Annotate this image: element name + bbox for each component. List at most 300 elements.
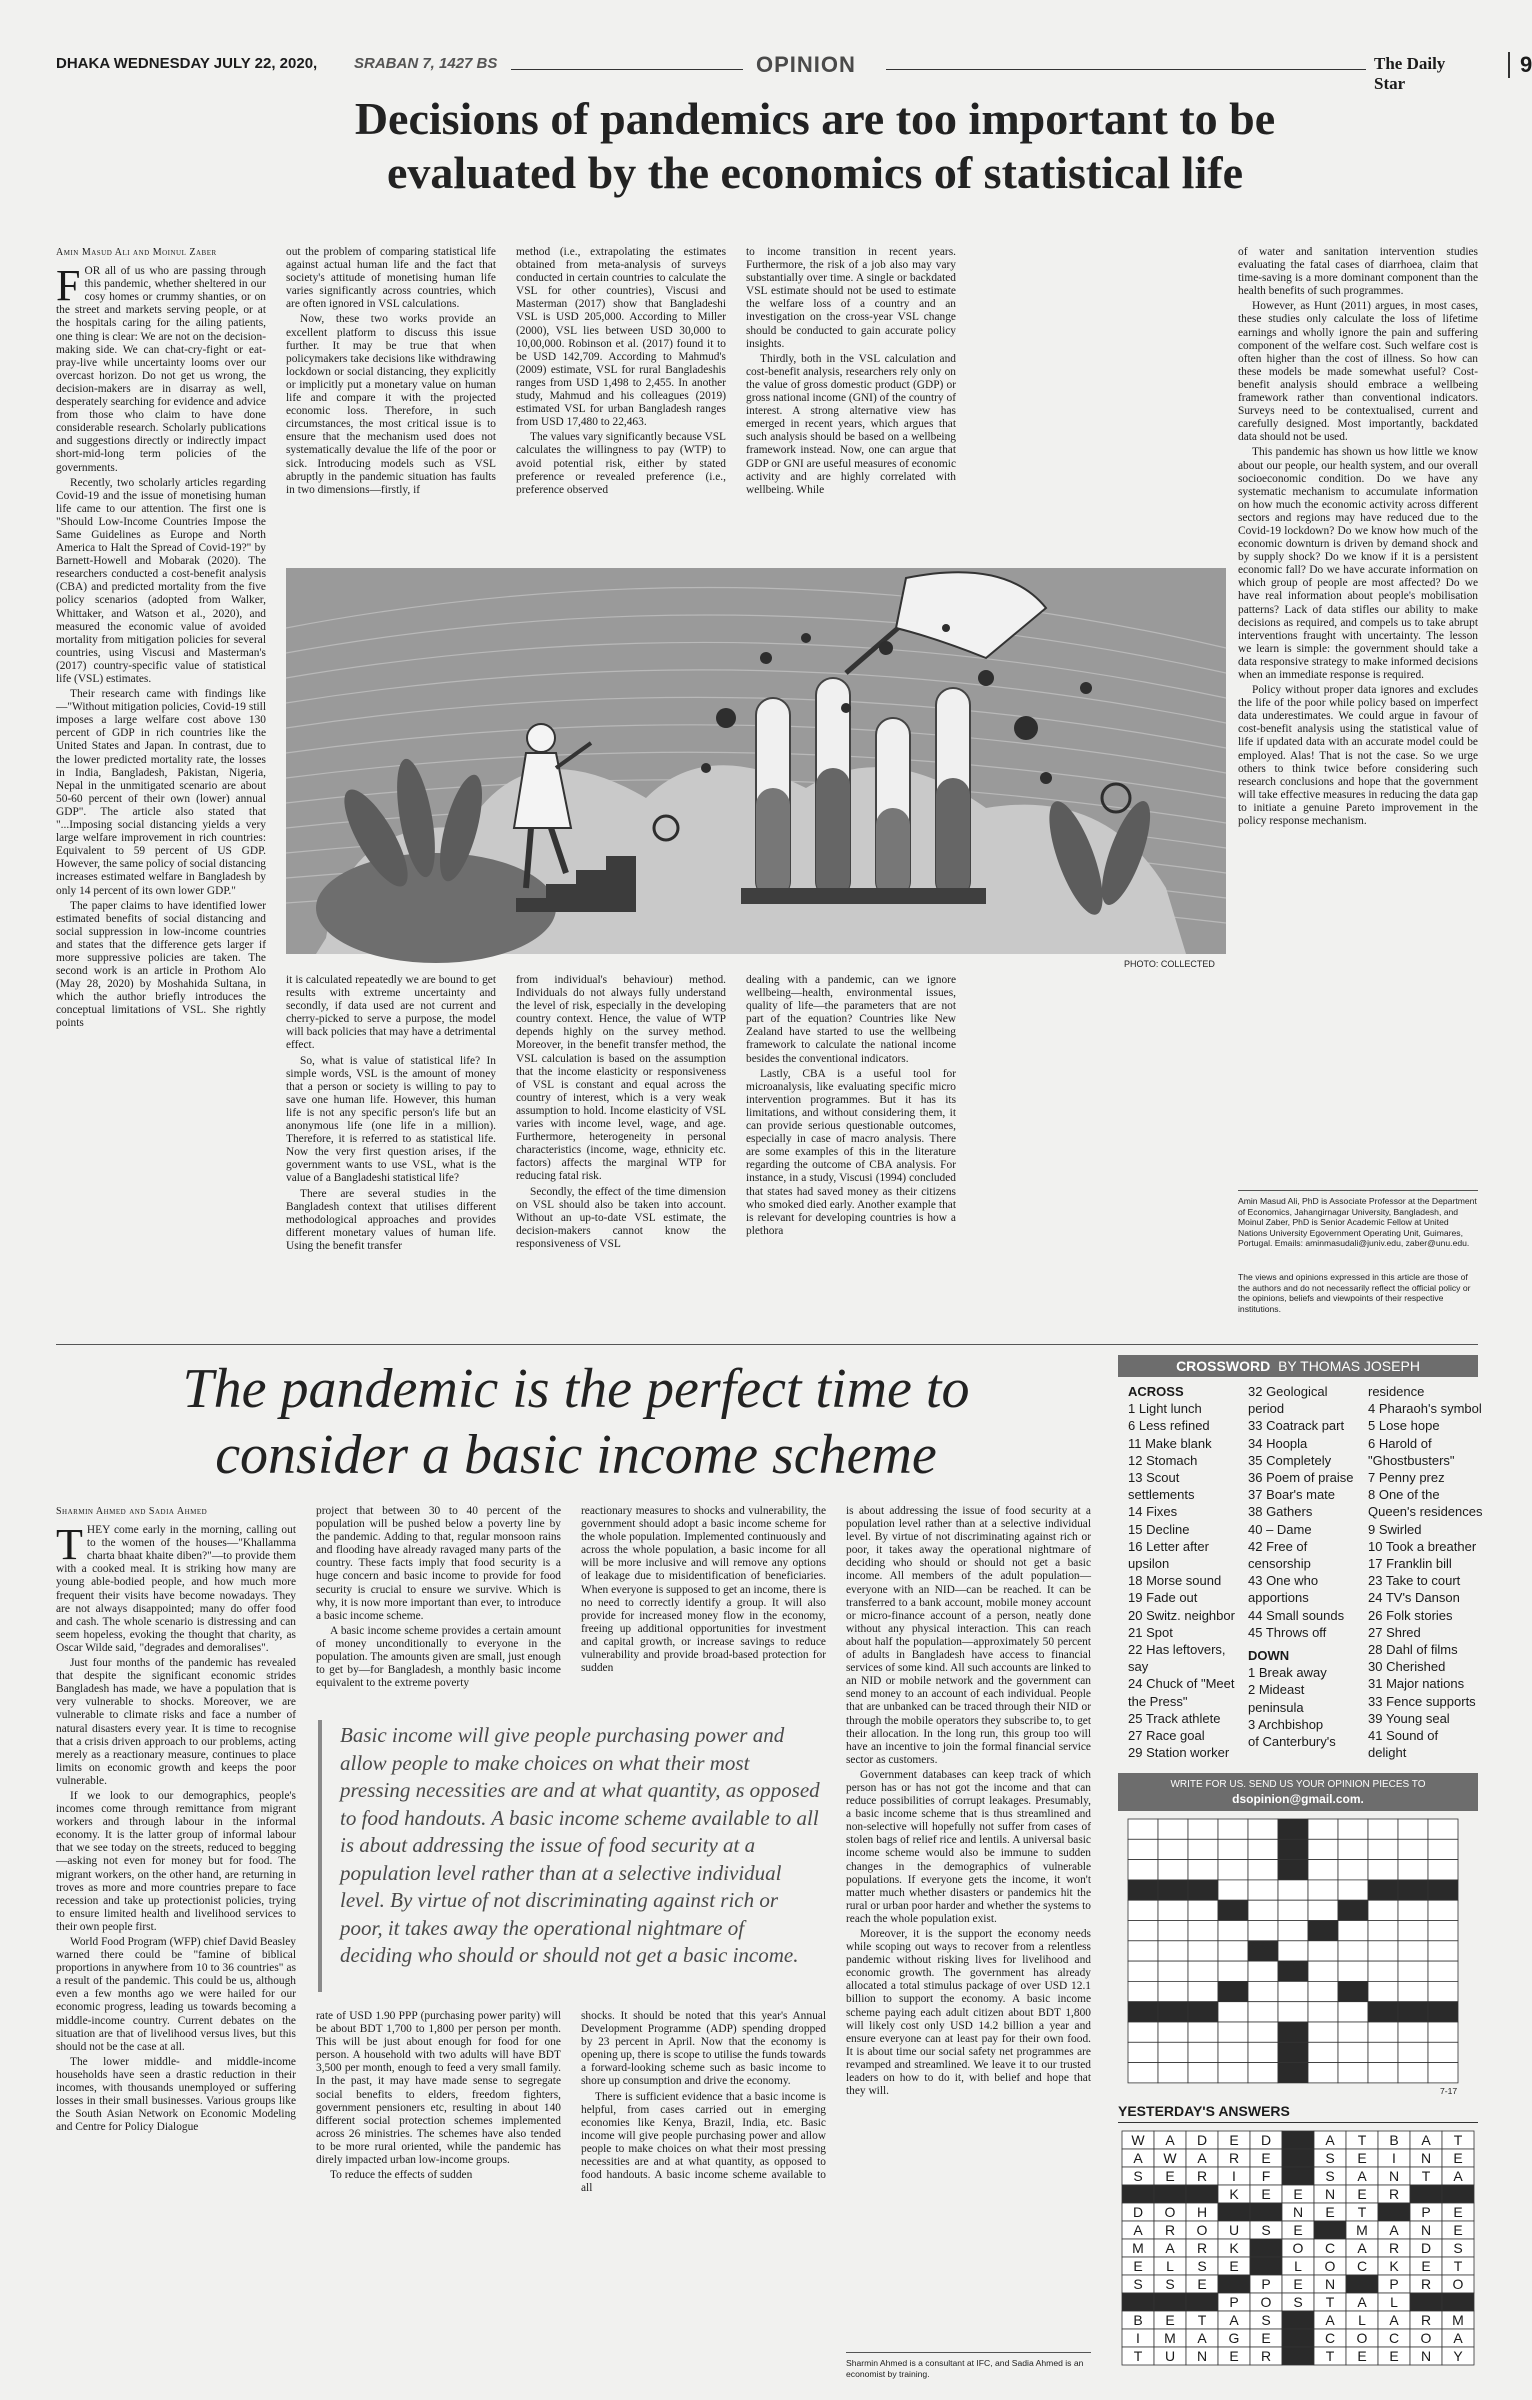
answer-letter: E bbox=[1453, 2150, 1463, 2166]
answer-letter: E bbox=[1261, 2330, 1271, 2346]
lab-illustration-svg bbox=[286, 568, 1226, 954]
crossword-cell bbox=[1248, 1860, 1278, 1880]
answer-cell bbox=[1250, 2257, 1282, 2275]
crossword-grid bbox=[1128, 1819, 1458, 2083]
crossword-clue: 34 Hoopla bbox=[1248, 1435, 1308, 1451]
crossword-cell bbox=[1308, 1819, 1338, 1839]
crossword-clue: 32 Geological bbox=[1248, 1384, 1328, 1399]
article2-headline-line1: The pandemic is the perfect time to bbox=[182, 1358, 970, 1420]
paper-logo: The Daily Star bbox=[1374, 54, 1446, 93]
answer-letter: W bbox=[1131, 2132, 1145, 2148]
crossword-cell bbox=[1428, 2022, 1458, 2042]
crossword-cell bbox=[1218, 2042, 1248, 2062]
crossword-clue: 42 Free of bbox=[1248, 1538, 1308, 1554]
article2-col2-bottom bbox=[316, 2010, 561, 2380]
answer-letter: A bbox=[1197, 2150, 1207, 2166]
crossword-cell bbox=[1218, 1981, 1248, 2001]
answer-letter: U bbox=[1164, 2348, 1176, 2364]
answer-letter: E bbox=[1197, 2276, 1207, 2292]
answer-letter: R bbox=[1388, 2186, 1400, 2202]
answer-letter: M bbox=[1356, 2222, 1368, 2238]
article1-illustration bbox=[286, 568, 1226, 954]
answer-letter: N bbox=[1420, 2348, 1432, 2364]
crossword-cell bbox=[1308, 1941, 1338, 1961]
crossword-clue: peninsula bbox=[1248, 1699, 1304, 1715]
answer-cell bbox=[1218, 2275, 1250, 2293]
crossword-cell bbox=[1218, 1839, 1248, 1859]
article2-headline-line2: consider a basic income scheme bbox=[215, 1424, 937, 1486]
crossword-cell bbox=[1248, 1839, 1278, 1859]
answer-letter: E bbox=[1229, 2348, 1239, 2364]
crossword-cell bbox=[1278, 1900, 1308, 1920]
answer-cell bbox=[1282, 2347, 1314, 2365]
crossword-cell bbox=[1398, 1819, 1428, 1839]
masthead-date: DHAKA WEDNESDAY JULY 22, 2020, bbox=[56, 55, 318, 72]
answer-letter: E bbox=[1357, 2186, 1367, 2202]
crossword-clue: delight bbox=[1368, 1745, 1407, 1761]
article2-col4-para: is about addressing the issue of food security at a population level rather than at a selective individual level. By virtue of not discriminating against rich or poor, it takes away the operational nightmare of deciding who should or should not get a basic income. All members of the adult population—everyone with an NID—can be reached. It can be transferred to a bank account, mobile money account or micro-finance account of a person, neatly done without any physical interaction. This can reach about half the population—approximately 50 percent of adults in Bangladesh have access to financial services of some kind. All such accounts are linked to an NID or mobile network and the government can send money to an account of each individual. People that are unbanked can be traced through their NID or through the mobile operators they subscribe to, to get their allocation. In the long run, this group too will have an incentive to join the formal financial service sector as customers. bbox=[846, 1505, 1091, 1766]
crossword-cell bbox=[1128, 1941, 1158, 1961]
crossword-cell bbox=[1248, 1900, 1278, 1920]
crossword-cell bbox=[1308, 1880, 1338, 1900]
answer-letter: A bbox=[1389, 2312, 1399, 2328]
answer-letter: I bbox=[1136, 2330, 1140, 2346]
crossword-cell bbox=[1338, 2063, 1368, 2083]
answer-letter: A bbox=[1325, 2312, 1335, 2328]
article1-col1-para: Their research came with findings like—"Without mitigation policies, Covid-19 still imposes a large welfare cost above 130 percent of GDP in rich countries like the United States and Japan. In contrast, due to the lower predicted mortality rate, the losses in India, Bangladesh, Pakistan, Nigeria, Nepal in the unmitigated scenario are about 50-60 percent of their own (lower) annual GDP". The article also stated that "...Imposing social distancing yields a very large welfare improvement in rich countries: Equivalent to 59 percent of US GDP. However, the same policy of social distancing increases estimated welfare in Bangladesh by only 14 percent of its own lower GDP." bbox=[56, 688, 266, 897]
answer-letter: N bbox=[1420, 2222, 1432, 2238]
crossword-clue: 11 Make blank bbox=[1128, 1435, 1212, 1451]
answer-cell bbox=[1250, 2203, 1282, 2221]
crossword-cell bbox=[1158, 2063, 1188, 2083]
crossword-cell bbox=[1218, 1900, 1248, 1920]
crossword-cell bbox=[1428, 1839, 1458, 1859]
article1-col4-para: to income transition in recent years. Furthermore, the risk of a job also may vary substantially over time. A single or backdated VSL estimate should not be used to estimate the welfare loss of a country and an investigation on the cross-year VSL change should be conducted to gain accurate policy insights. bbox=[746, 246, 956, 350]
crossword-clue: 39 Young seal bbox=[1368, 1710, 1450, 1726]
down-clues-list bbox=[1248, 1664, 1366, 1750]
crossword-header bbox=[1118, 1355, 1478, 1377]
answer-letter: S bbox=[1197, 2258, 1207, 2274]
answer-letter: A bbox=[1389, 2222, 1399, 2238]
answer-letter: S bbox=[1453, 2240, 1463, 2256]
answer-cell bbox=[1282, 2131, 1314, 2149]
article1-col4-para: Thirdly, both in the VSL calculation and cost-benefit analysis, researchers rely only on the value of gross domestic product (GDP) or gross national income (GNI) of the country of interest. A strong alternative view has emerged in recent years, which argues that such analysis should be based on a wellbeing framework instead. Now, one can argue that GDP or GNI are useful measures of economic activity and are highly correlated with wellbeing. While bbox=[746, 352, 956, 496]
answer-cell bbox=[1378, 2203, 1410, 2221]
answer-letter: S bbox=[1325, 2150, 1335, 2166]
crossword-cell bbox=[1398, 1860, 1428, 1880]
article1-col4-top bbox=[746, 246, 956, 558]
answer-letter: D bbox=[1196, 2132, 1208, 2148]
answer-cell bbox=[1282, 2329, 1314, 2347]
crossword-clue: 27 Shred bbox=[1368, 1624, 1421, 1640]
crossword-cell bbox=[1368, 1880, 1398, 1900]
pullquote: Basic income will give people purchasing power and allow people to make choices on what their most pressing necessities are and at what quantity, as opposed to food handouts. A basic income scheme available to all is about addressing the issue of food security at a population level rather than at a selective individual level. By virtue of not discriminating against rich or poor, it takes away the operational nightmare of deciding who should or should not get a basic income. bbox=[340, 1723, 820, 1967]
crossword-clue: 43 One who bbox=[1248, 1573, 1319, 1589]
crossword-clue: 20 Switz. neighbor bbox=[1128, 1607, 1235, 1623]
crossword-clue: period bbox=[1248, 1401, 1285, 1417]
answer-letter: A bbox=[1165, 2240, 1175, 2256]
crossword-cell bbox=[1278, 1961, 1308, 1981]
article2-col2-top bbox=[316, 1505, 561, 1705]
crossword-clue: settlements bbox=[1128, 1487, 1195, 1503]
answer-letter: A bbox=[1453, 2330, 1463, 2346]
crossword-cell bbox=[1248, 1961, 1278, 1981]
answer-letter: D bbox=[1420, 2240, 1432, 2256]
crossword-clues-col3 bbox=[1368, 1383, 1483, 1761]
answer-letter: W bbox=[1163, 2150, 1177, 2166]
crossword-clue: 41 Sound of bbox=[1368, 1728, 1439, 1744]
crossword-clue: 15 Decline bbox=[1128, 1521, 1190, 1537]
crossword-cell bbox=[1398, 1961, 1428, 1981]
answer-letter: E bbox=[1357, 2150, 1367, 2166]
answer-letter: O bbox=[1164, 2204, 1176, 2220]
answer-cell bbox=[1442, 2293, 1474, 2311]
answer-letter: N bbox=[1324, 2276, 1336, 2292]
crossword-cell bbox=[1248, 2063, 1278, 2083]
answer-letter: C bbox=[1324, 2330, 1336, 2346]
article2-col3-para: shocks. It should be noted that this year's Annual Development Programme (ADP) spending dropped by 23 percent in April. Now that the economy is opening up, there is scope to utilise the funds towards a forward-looking scheme such as basic income to shore up consumption and drive the economy. bbox=[581, 2010, 826, 2088]
answer-letter: E bbox=[1229, 2258, 1239, 2274]
answer-letter: A bbox=[1357, 2294, 1367, 2310]
answer-letter: B bbox=[1133, 2312, 1143, 2328]
answer-letter: C bbox=[1356, 2258, 1368, 2274]
down-clues-list-2 bbox=[1368, 1383, 1483, 1761]
crossword-cell bbox=[1218, 2002, 1248, 2022]
crossword-clue: 1 Break away bbox=[1248, 1665, 1327, 1681]
answer-letter: R bbox=[1228, 2150, 1240, 2166]
article2-col3-para: reactionary measures to shocks and vulnerability, the government should adopt a basic income scheme for the whole population. Implemented continuously and across the whole population, a basic income for all will be more inclusive and will remove any options of leakage due to misidentification of beneficiaries. When everyone is supposed to get an income, there is no need to correctly identify a group. It will also provide for increased money flow in the economy, freeing up additional opportunities for investment and capital growth, or increase savings to reduce vulnerability and provide broad-based protection for sudden bbox=[581, 1505, 826, 1675]
crossword-cell bbox=[1398, 1900, 1428, 1920]
crossword-cell bbox=[1338, 1860, 1368, 1880]
answer-letter: P bbox=[1421, 2204, 1431, 2220]
answer-cell bbox=[1186, 2293, 1218, 2311]
article2-col2-para: rate of USD 1.90 PPP (purchasing power parity) will be about BDT 1,700 to 1,800 per person per month. This will be just about enough for food for one person. A household with two adults will have BDT 3,500 per month, enough to feed a very small family. In the past, it may have made sense to segregate social benefits to elders, freedom fighters, government pensioners etc, resulting in about 140 different social protection schemes implemented across 26 ministries. The schemes have also tended to be more rural oriented, while the pandemic has direly impacted urban low-income groups. bbox=[316, 2010, 561, 2167]
crossword-grid-svg bbox=[1128, 1819, 1458, 2083]
crossword-cell bbox=[1188, 1900, 1218, 1920]
crossword-cell bbox=[1338, 2022, 1368, 2042]
answer-letter: E bbox=[1293, 2186, 1303, 2202]
article1-col3-para: from individual's behaviour) method. Individuals do not always fully understand the level of risk, especially in the developing country context. Hence, the value of WTP depends highly on the survey method. Moreover, in the benefit transfer method, the VSL calculation is based on the assumption that the income elasticity or responsiveness of VSL is constant and equal across the country of interest, which is a very weak assumption to hold. Income elasticity of VSL varies with income level, wage, and age. Furthermore, heterogeneity in personal characteristics (income, wage, ethnicity etc. factors) affects the marginal WTP for reducing fatal risk. bbox=[516, 974, 726, 1183]
answer-letter: A bbox=[1325, 2132, 1335, 2148]
write-for-us-banner bbox=[1118, 1773, 1478, 1811]
answer-letter: A bbox=[1133, 2150, 1143, 2166]
crossword-cell bbox=[1368, 2063, 1398, 2083]
answer-letter: O bbox=[1292, 2240, 1304, 2256]
article1-col4-para: dealing with a pandemic, can we ignore wellbeing—health, environmental issues, quality of life—the parameters that are not part of the equation? Countries like New Zealand have started to use the wellbeing framework to calculate the national income besides the conventional indicators. bbox=[746, 974, 956, 1065]
article1-dropcap: F bbox=[56, 261, 81, 311]
article1-col5-para: Policy without proper data ignores and excludes the life of the poor while policy based on imperfect data underestimates. We could argue in favour of cost-benefit analysis using the statistical value of life if updated data with an accurate model could be employed. Alas! That is not the case. So we urge others to think twice before considering such research conclusions and hope that the government will take effective measures in reducing the data gap to initiate a genuine Pareto improvement in the policy response mechanism. bbox=[1238, 684, 1478, 828]
crossword-clue: 24 TV's Danson bbox=[1368, 1590, 1460, 1606]
answer-letter: M bbox=[1452, 2312, 1464, 2328]
crossword-cell bbox=[1368, 1900, 1398, 1920]
article2-col3-top bbox=[581, 1505, 826, 1705]
answer-letter: K bbox=[1229, 2240, 1239, 2256]
crossword-cell bbox=[1428, 1981, 1458, 2001]
answer-letter: R bbox=[1196, 2168, 1208, 2184]
answer-letter: A bbox=[1357, 2168, 1367, 2184]
section-divider bbox=[56, 1344, 1478, 1345]
crossword-cell bbox=[1338, 1921, 1368, 1941]
crossword-clue: 5 Lose hope bbox=[1368, 1418, 1440, 1434]
crossword-cell bbox=[1308, 1961, 1338, 1981]
crossword-cell bbox=[1188, 1961, 1218, 1981]
answer-letter: N bbox=[1196, 2348, 1208, 2364]
crossword-cell bbox=[1368, 1921, 1398, 1941]
masthead bbox=[56, 52, 1532, 93]
answer-cell bbox=[1218, 2203, 1250, 2221]
crossword-clue: 14 Fixes bbox=[1128, 1504, 1178, 1520]
article1-col3-bottom bbox=[516, 974, 726, 1334]
article2-headline bbox=[56, 1356, 1096, 1488]
answer-letter: E bbox=[1229, 2132, 1239, 2148]
crossword-clue: 38 Gathers bbox=[1248, 1504, 1313, 1520]
answer-letter: T bbox=[1325, 2294, 1335, 2310]
crossword-cell bbox=[1218, 2022, 1248, 2042]
crossword-cell bbox=[1218, 1819, 1248, 1839]
crossword-cell bbox=[1338, 2042, 1368, 2062]
answer-letter: R bbox=[1420, 2276, 1432, 2292]
crossword-clue: 22 Has leftovers, bbox=[1128, 1642, 1226, 1658]
answer-cell bbox=[1282, 2311, 1314, 2329]
answer-letter: E bbox=[1421, 2258, 1431, 2274]
answer-letter: P bbox=[1261, 2276, 1271, 2292]
article1-col5-para: of water and sanitation intervention studies evaluating the fatal cases of diarrhoea, claim that time-saving is a more dominant component than the health benefits of such programmes. bbox=[1238, 246, 1478, 298]
article1-col3-para: method (i.e., extrapolating the estimates obtained from meta-analysis of surveys conducted in certain countries to calculate the VSL for other countries), Viscusi and Masterman (2017) show that Bangladeshi VSL is USD 205,000. According to Miller (2000), VSL lies between USD 30,000 to 10,00,000. Robinson et al. (2017) found it to be USD 142,709. According to Mahmud's (2009) estimate, VSL for rural Bangladeshis ranges from USD 1,498 to 2,455. In another study, Mahmud and his colleagues (2019) estimated VSL for urban Bangladesh ranges from USD 17,480 to 22,463. bbox=[516, 246, 726, 429]
crossword-clue: of Canterbury's bbox=[1248, 1734, 1336, 1750]
answer-letter: E bbox=[1453, 2204, 1463, 2220]
crossword-clue: 33 Fence supports bbox=[1368, 1693, 1476, 1709]
crossword-cell bbox=[1218, 1921, 1248, 1941]
crossword-clue: apportions bbox=[1248, 1590, 1309, 1606]
crossword-cell bbox=[1338, 1961, 1368, 1981]
crossword-clue: 12 Stomach bbox=[1128, 1452, 1198, 1468]
crossword-cell bbox=[1218, 1961, 1248, 1981]
answer-cell bbox=[1186, 2185, 1218, 2203]
crossword-cell bbox=[1128, 1839, 1158, 1859]
crossword-cell bbox=[1338, 1839, 1368, 1859]
answer-letter: K bbox=[1229, 2186, 1239, 2202]
crossword-cell bbox=[1398, 1941, 1428, 1961]
masthead-rule-left bbox=[511, 69, 743, 70]
article1-col2-para: it is calculated repeatedly we are bound to get results with extreme uncertainty and secondly, if data used are not current and cherry-picked to serve a purpose, the model will back policies that may have a detrimental effect. bbox=[286, 974, 496, 1052]
crossword-clue: 29 Station worker bbox=[1128, 1745, 1230, 1761]
crossword-cell bbox=[1188, 2042, 1218, 2062]
crossword-clue: 7 Penny prez bbox=[1368, 1470, 1445, 1486]
answers-grid-svg bbox=[1122, 2131, 1474, 2365]
answer-letter: A bbox=[1229, 2312, 1239, 2328]
article2-col1 bbox=[56, 1505, 296, 2380]
article2-col4-para: Government databases can keep track of which person has or has not got the income and that can reduce possibilities of corrupt leakages. Presumably, a basic income scheme that is thus streamlined and non-selective will hopefully not suffer from cases of stolen bags of relief rice and lentils. A universal basic income scheme would also be immune to sudden changes in the demographics of vulnerable populations. If everyone gets the income, it won't matter much whether disasters or pandemics hit the rural or urban poor harder and whether the systems to reach the whole population exist. bbox=[846, 1768, 1091, 1925]
answer-letter: E bbox=[1261, 2186, 1271, 2202]
crossword-cell bbox=[1158, 1880, 1188, 1900]
answer-letter: I bbox=[1232, 2168, 1236, 2184]
crossword-clue: 36 Poem of praise bbox=[1248, 1470, 1354, 1486]
crossword-cell bbox=[1428, 2063, 1458, 2083]
article1-headline-line1: Decisions of pandemics are too important to be bbox=[354, 93, 1276, 144]
crossword-cell bbox=[1368, 1961, 1398, 1981]
crossword-clues-col1 bbox=[1128, 1383, 1246, 1761]
crossword-cell bbox=[1368, 1941, 1398, 1961]
crossword-clue: 23 Take to court bbox=[1368, 1573, 1461, 1589]
answer-letter: P bbox=[1389, 2276, 1399, 2292]
crossword-cell bbox=[1338, 1941, 1368, 1961]
crossword-clue: 6 Harold of bbox=[1368, 1435, 1432, 1451]
crossword-cell bbox=[1188, 2002, 1218, 2022]
answer-letter: L bbox=[1294, 2258, 1302, 2274]
answer-letter: E bbox=[1389, 2348, 1399, 2364]
crossword-cell bbox=[1128, 2063, 1158, 2083]
crossword-cell bbox=[1368, 2002, 1398, 2022]
answer-letter: L bbox=[1166, 2258, 1174, 2274]
crossword-cell bbox=[1428, 2042, 1458, 2062]
crossword-clue: the Press" bbox=[1128, 1693, 1188, 1709]
answer-letter: Y bbox=[1453, 2348, 1463, 2364]
article1-byline: Amin Masud Ali and Moinul Zaber bbox=[56, 247, 217, 258]
crossword-clue: 10 Took a breather bbox=[1368, 1538, 1477, 1554]
answer-cell bbox=[1154, 2293, 1186, 2311]
crossword-cell bbox=[1428, 1860, 1458, 1880]
crossword-cell bbox=[1158, 2002, 1188, 2022]
article2-col1-para: World Food Program (WFP) chief David Beasley warned there could be "famine of biblical proportions in anywhere from 10 to 36 countries" as a result of the pandemic. This could be us, although even a few months ago we were hailed for our economic progress, leading us towards becoming a middle-income country. Current debates on the situation are that of livelihood versus lives, but this should not be the case at all. bbox=[56, 1936, 296, 2053]
crossword-cell bbox=[1218, 1860, 1248, 1880]
article1-disclaimer: The views and opinions expressed in this article are those of the authors and do not necessarily reflect the official policy or the opinions, beliefs and viewpoints of their respective institutions. bbox=[1238, 1272, 1471, 1314]
answer-letter: A bbox=[1421, 2132, 1431, 2148]
answer-letter: T bbox=[1325, 2348, 1335, 2364]
crossword-cell bbox=[1218, 1880, 1248, 1900]
crossword-cell bbox=[1278, 1839, 1308, 1859]
answer-letter: S bbox=[1133, 2276, 1143, 2292]
crossword-clue: Queen's residences bbox=[1368, 1504, 1483, 1520]
across-label: ACROSS bbox=[1128, 1384, 1184, 1399]
crossword-cell bbox=[1248, 1981, 1278, 2001]
answer-letter: U bbox=[1228, 2222, 1240, 2238]
crossword-cell bbox=[1128, 1961, 1158, 1981]
crossword-cell bbox=[1128, 2022, 1158, 2042]
article2-col3-para: There is sufficient evidence that a basic income is helpful, from cases carried out in emerging economies like Kenya, Brazil, India, etc. Basic income will give people purchasing power and allow people to make choices on what their most pressing necessities are and at what quantity, as opposed to food handouts. A basic income scheme available to all bbox=[581, 2090, 826, 2195]
answer-letter: S bbox=[1293, 2294, 1303, 2310]
answer-letter: E bbox=[1165, 2168, 1175, 2184]
crossword-cell bbox=[1248, 1941, 1278, 1961]
answer-cell bbox=[1346, 2275, 1378, 2293]
answer-letter: O bbox=[1356, 2330, 1368, 2346]
article1-col5-para: However, as Hunt (2011) argues, in most cases, these studies only calculate the loss of lifetime earnings and wholly ignore the pain and suffering component of the welfare cost. Such welfare cost is often higher than the cost of illness. So how can these models be made somewhat useful? Cost-benefit analysis should embrace a wellbeing framework rather than conventional indicators. Surveys need to be contextualised, current and carefully designed. Most importantly, backdated data should not be used. bbox=[1238, 300, 1478, 444]
article2-col2-para: A basic income scheme provides a certain amount of money unconditionally to everyone in the population. The amounts given are small, just enough to get by—for Bangladesh, a monthly basic income equivalent to the extreme poverty bbox=[316, 1624, 561, 1690]
article2-col1-para: HEY come early in the morning, calling out to the women of the houses—"Khallamma charta bhaat khaite diben?"—to provide them with a cooked meal. It is striking how many are young able-bodied people, and how much more frequent their visits have become nowadays. They are not always disappointed; many do offer food and cash. The whole scenario is distressing and can seem hopeless, evoking the thought that charity, as Oscar Wilde said, "degrades and demoralises". bbox=[56, 1524, 296, 1654]
crossword-clue: 37 Boar's mate bbox=[1248, 1487, 1336, 1503]
answer-letter: E bbox=[1357, 2348, 1367, 2364]
answer-letter: L bbox=[1358, 2312, 1366, 2328]
crossword-clue: 24 Chuck of "Meet bbox=[1128, 1676, 1235, 1692]
answer-letter: T bbox=[1133, 2348, 1143, 2364]
crossword-cell bbox=[1428, 1880, 1458, 1900]
answer-letter: N bbox=[1324, 2186, 1336, 2202]
article1-col2-bottom bbox=[286, 974, 496, 1334]
crossword-cell bbox=[1308, 1900, 1338, 1920]
crossword-cell bbox=[1278, 1860, 1308, 1880]
article1-col3-para: Secondly, the effect of the time dimension on VSL should also be taken into account. Without an up-to-date VSL estimate, the decision-makers cannot know the responsiveness of VSL bbox=[516, 1185, 726, 1250]
answer-letter: G bbox=[1228, 2330, 1240, 2346]
crossword-clue: 40 – Dame bbox=[1248, 1521, 1312, 1537]
crossword-cell bbox=[1368, 1839, 1398, 1859]
crossword-cell bbox=[1128, 1860, 1158, 1880]
crossword-cell bbox=[1248, 1880, 1278, 1900]
crossword-clue: 19 Fade out bbox=[1128, 1590, 1198, 1606]
crossword-cell bbox=[1338, 1819, 1368, 1839]
crossword-cell bbox=[1188, 1819, 1218, 1839]
answer-letter: N bbox=[1420, 2150, 1432, 2166]
answer-letter: P bbox=[1229, 2294, 1239, 2310]
crossword-clue: 13 Scout bbox=[1128, 1470, 1180, 1486]
answer-letter: E bbox=[1453, 2222, 1463, 2238]
crossword-clue: 6 Less refined bbox=[1128, 1418, 1210, 1434]
crossword-clue: 9 Swirled bbox=[1368, 1521, 1422, 1537]
crossword-cell bbox=[1188, 2063, 1218, 2083]
crossword-cell bbox=[1218, 2063, 1248, 2083]
crossword-cell bbox=[1188, 1880, 1218, 1900]
crossword-cell bbox=[1278, 2022, 1308, 2042]
crossword-cell bbox=[1308, 2063, 1338, 2083]
answer-letter: R bbox=[1196, 2240, 1208, 2256]
crossword-cell bbox=[1158, 1900, 1188, 1920]
article2-byline: Sharmin Ahmed and Sadia Ahmed bbox=[56, 1506, 208, 1517]
crossword-clue: 30 Cherished bbox=[1368, 1659, 1446, 1675]
article2-col4-para: Moreover, it is the support the economy needs while scoping out ways to recover from a relentless pandemic without risking lives for livelihood and economic growth. The government has already allocated a total stimulus package of over USD 12.1 billion to support the economy. A basic income scheme paying each adult citizen about BDT 1,800 will likely cost only USD 14.2 billion a year and ensure everyone can at least pay for their own food. It is about time our social safety net programmes are revamped and streamlined. We leave it to our trusted leaders on how to do it, with belief and hope that they will. bbox=[846, 1928, 1091, 2098]
answer-letter: A bbox=[1165, 2132, 1175, 2148]
crossword-cell bbox=[1188, 1981, 1218, 2001]
crossword-cell bbox=[1188, 1921, 1218, 1941]
crossword-clue: 27 Race goal bbox=[1128, 1728, 1205, 1744]
answer-cell bbox=[1282, 2149, 1314, 2167]
crossword-clue: censorship bbox=[1248, 1556, 1311, 1572]
crossword-clue: say bbox=[1128, 1659, 1149, 1675]
crossword-cell bbox=[1188, 1941, 1218, 1961]
answer-letter: M bbox=[1164, 2330, 1176, 2346]
crossword-cell bbox=[1368, 1860, 1398, 1880]
answer-letter: F bbox=[1261, 2168, 1271, 2184]
answer-letter: T bbox=[1197, 2312, 1207, 2328]
article2-author-note: Sharmin Ahmed is a consultant at IFC, and Sadia Ahmed is an economist by training. bbox=[846, 2358, 1084, 2379]
article1-headline bbox=[150, 92, 1480, 200]
crossword-cell bbox=[1338, 1900, 1368, 1920]
answer-letter: A bbox=[1197, 2330, 1207, 2346]
crossword-clue: 4 Pharaoh's symbol bbox=[1368, 1401, 1482, 1417]
crossword-cell bbox=[1128, 1900, 1158, 1920]
article1-col4-bottom bbox=[746, 974, 956, 1334]
crossword-cell bbox=[1278, 1921, 1308, 1941]
crossword-cell bbox=[1128, 2002, 1158, 2022]
answer-letter: N bbox=[1292, 2204, 1304, 2220]
crossword-panel bbox=[1118, 1355, 1483, 2380]
article1-col5 bbox=[1238, 246, 1478, 1186]
answer-letter: I bbox=[1392, 2150, 1396, 2166]
article1-col2-top bbox=[286, 246, 496, 558]
crossword-clue: 16 Letter after bbox=[1128, 1538, 1209, 1554]
author-note-divider bbox=[1238, 1190, 1478, 1191]
article2-col1-para: Just four months of the pandemic has revealed that despite the significant economic strides Bangladesh has made, we have a population that is very vulnerable to shocks. Moreover, we are vulnerable to climate risks and face a number of natural disasters every year. It is time to recognise that a crisis driven approach to our problems, acting merely as a reactionary measure, continues to place limits on economic growth and keeps the poor vulnerable. bbox=[56, 1657, 296, 1787]
crossword-cell bbox=[1248, 1819, 1278, 1839]
answer-letter: T bbox=[1421, 2168, 1431, 2184]
section-label: OPINION bbox=[756, 52, 856, 77]
answers-grid bbox=[1122, 2131, 1474, 2365]
crossword-cell bbox=[1248, 1921, 1278, 1941]
crossword-clue: 45 Throws off bbox=[1248, 1624, 1327, 1640]
crossword-cell bbox=[1428, 1900, 1458, 1920]
crossword-cell bbox=[1128, 1921, 1158, 1941]
crossword-cell bbox=[1338, 1880, 1368, 1900]
answer-letter: T bbox=[1357, 2204, 1367, 2220]
crossword-cell bbox=[1158, 1961, 1188, 1981]
answer-letter: C bbox=[1388, 2330, 1400, 2346]
